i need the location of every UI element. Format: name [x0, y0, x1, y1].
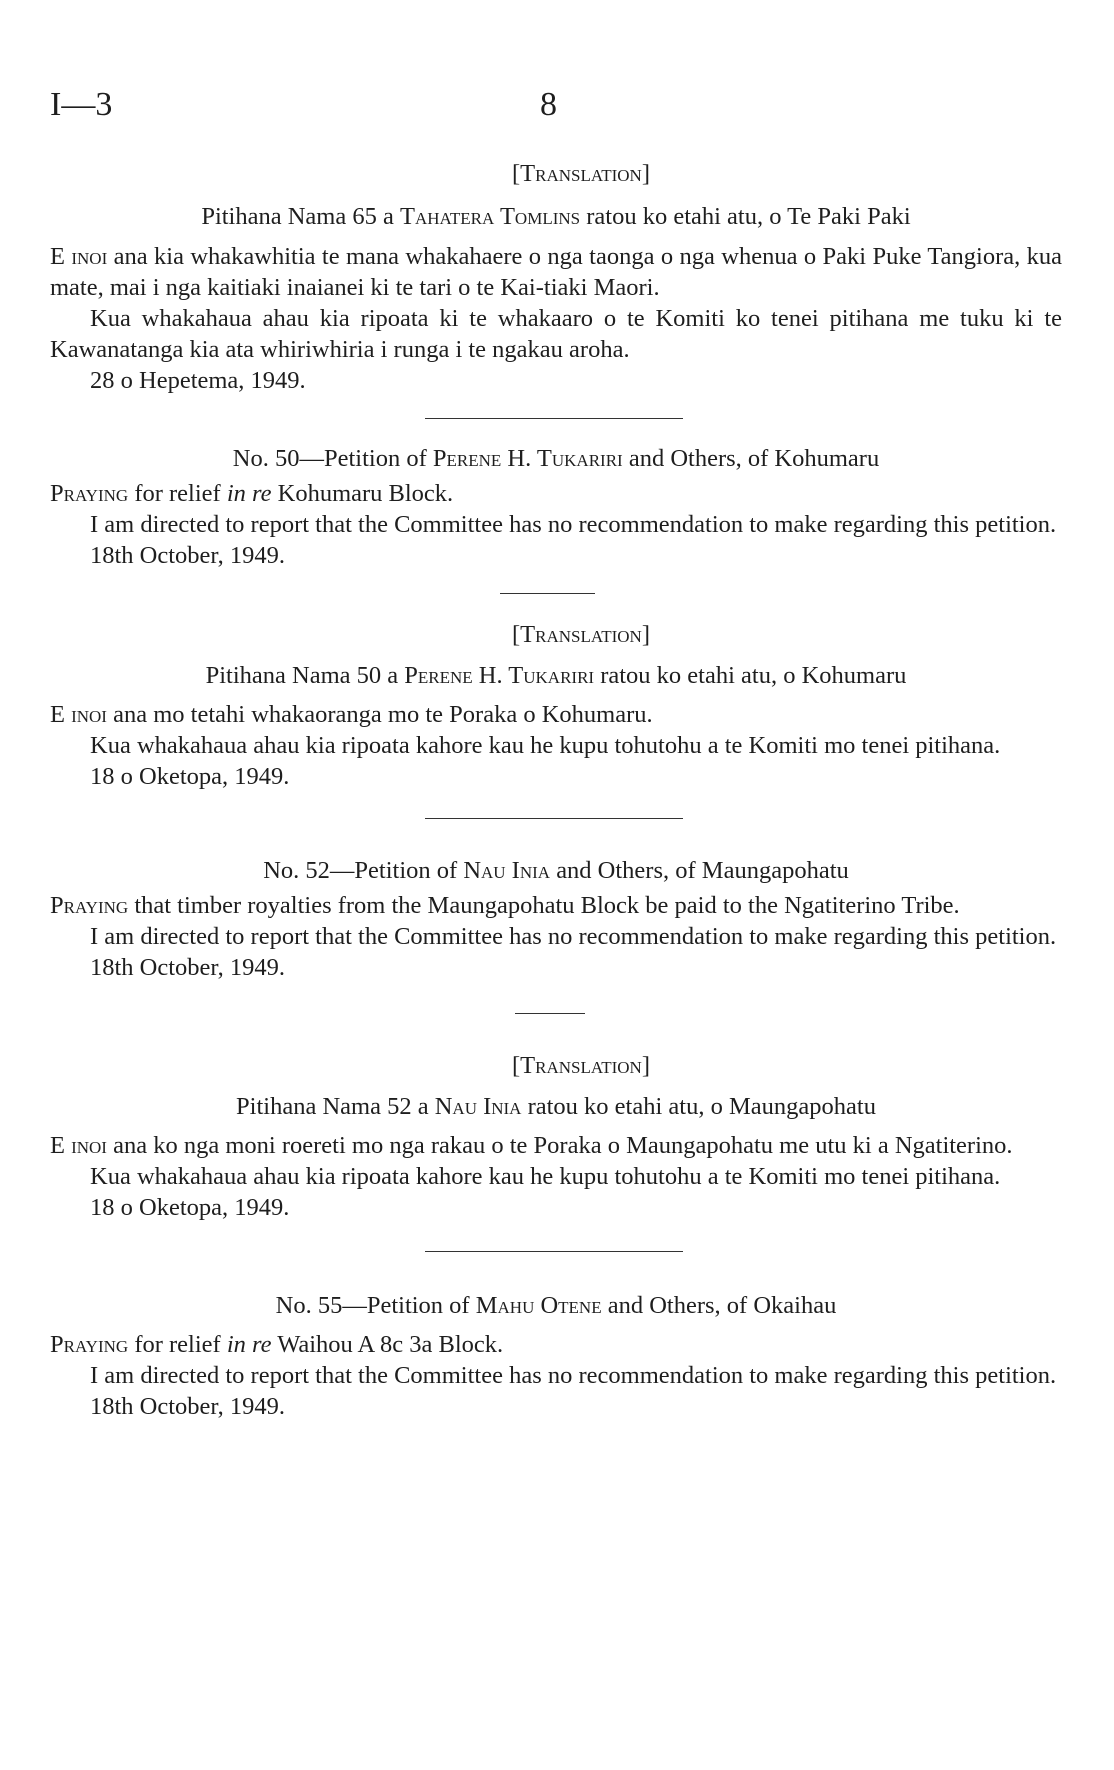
petition-heading: [50, 1091, 1062, 1122]
petition-body: [50, 1130, 1062, 1161]
petitioner-name: Mahu Otene: [475, 1292, 602, 1319]
heading-suffix: and Others, of Okaihau: [607, 1292, 837, 1319]
heading-prefix: Pitihana Nama 50 a: [205, 662, 399, 689]
heading-suffix: ratou ko etahi atu, o Maungapohatu: [527, 1093, 876, 1120]
translation-label: [Translation]: [511, 621, 650, 648]
heading-prefix: No. 52—Petition of: [263, 857, 458, 884]
petition-body: [50, 241, 1062, 303]
heading-suffix: and Others, of Kohumaru: [628, 445, 880, 472]
petitioner-name: Nau Inia: [463, 857, 551, 884]
report-paragraph: Kua whakahaua ahau kia ripoata ki te whakaaro o te Komiti ko tenei pitihana me tuku ki te Kawanatanga kia ata whiriwhiria i runga i te ngakau aroha.: [50, 305, 1062, 363]
section-divider: [425, 1251, 683, 1252]
body-text: ana mo tetahi whakaoranga mo te Poraka o Kohumaru.: [113, 701, 653, 728]
section-divider: [515, 1013, 585, 1014]
petition-heading: [50, 855, 1062, 886]
heading-prefix: No. 55—Petition of: [275, 1292, 470, 1319]
petitioner-name: Perene H. Tukariri: [404, 662, 595, 689]
body-lead: E inoi: [50, 1132, 107, 1159]
page-code: I—3: [50, 86, 113, 123]
body-lead: E inoi: [50, 701, 107, 728]
report-paragraph: Kua whakahaua ahau kia ripoata kahore kau he kupu tohutohu a te Komiti mo tenei pitihana.: [90, 732, 1001, 759]
body-text: ana ko nga moni roereti mo nga rakau o te Poraka o Maungapohatu me utu ki a Ngatiterino.: [113, 1132, 1013, 1159]
body-text: ana kia whakawhitia te mana whakahaere o nga taonga o nga whenua o Paki Puke Tangiora, kua mate, mai i nga kaitiaki inaianei ki te tari o te Kai-tiaki Maori.: [50, 243, 1062, 301]
petitioner-name: Perene H. Tukariri: [432, 445, 623, 472]
body-text: that timber royalties from the Maungapohatu Block be paid to the Ngatiterino Tribe.: [134, 892, 960, 919]
petition-section: [50, 1050, 1062, 1223]
petition-heading: [50, 201, 1062, 232]
petition-date: 18th October, 1949.: [90, 1393, 285, 1420]
body-text: Waihou A 8c 3a Block.: [277, 1331, 504, 1358]
petition-body: [50, 890, 1062, 921]
body-text: for relief: [134, 1331, 221, 1358]
petition-date: 28 o Hepetema, 1949.: [90, 367, 306, 394]
report-paragraph: I am directed to report that the Committee has no recommendation to make regarding this petition.: [90, 511, 1057, 538]
petition-section: [50, 443, 1062, 571]
petitioner-name: Nau Inia: [434, 1093, 522, 1120]
petition-date: 18 o Oketopa, 1949.: [90, 763, 290, 790]
petition-body: [50, 1329, 1062, 1360]
body-text: Kohumaru Block.: [277, 480, 454, 507]
body-lead: E inoi: [50, 243, 108, 270]
petition-date: 18 o Oketopa, 1949.: [90, 1194, 290, 1221]
petition-section: [50, 1290, 1062, 1422]
petition-section: [50, 855, 1062, 983]
petition-date: 18th October, 1949.: [90, 542, 285, 569]
heading-suffix: and Others, of Maungapohatu: [556, 857, 849, 884]
page-number: 8: [540, 86, 557, 123]
report-paragraph: I am directed to report that the Committee has no recommendation to make regarding this petition.: [90, 923, 1057, 950]
body-text: for relief: [134, 480, 221, 507]
heading-suffix: ratou ko etahi atu, o Kohumaru: [600, 662, 907, 689]
body-lead: Praying: [50, 1331, 129, 1358]
petition-date: 18th October, 1949.: [90, 954, 285, 981]
petition-body: [50, 699, 1062, 730]
petition-heading: [50, 1290, 1062, 1321]
petition-heading: [50, 660, 1062, 691]
report-paragraph: Kua whakahaua ahau kia ripoata kahore kau he kupu tohutohu a te Komiti mo tenei pitihana.: [90, 1163, 1001, 1190]
petition-section: [50, 158, 1062, 396]
document-body: [50, 158, 1062, 1422]
section-divider: [425, 818, 683, 819]
petitioner-name: Tahatera Tomlins: [399, 203, 581, 230]
petition-body: [50, 478, 1062, 509]
body-italic: in re: [226, 480, 272, 507]
translation-label: [Translation]: [511, 160, 650, 187]
petition-heading: [50, 443, 1062, 474]
heading-prefix: Pitihana Nama 65 a: [201, 203, 394, 230]
heading-prefix: Pitihana Nama 52 a: [236, 1093, 429, 1120]
petition-section: [50, 619, 1062, 792]
body-lead: Praying: [50, 892, 129, 919]
body-lead: Praying: [50, 480, 129, 507]
report-paragraph: I am directed to report that the Committee has no recommendation to make regarding this petition.: [90, 1362, 1057, 1389]
section-divider: [425, 418, 683, 419]
section-divider: [500, 593, 595, 594]
body-italic: in re: [226, 1331, 272, 1358]
heading-prefix: No. 50—Petition of: [232, 445, 427, 472]
heading-suffix: ratou ko etahi atu, o Te Paki Paki: [586, 203, 911, 230]
translation-label: [Translation]: [511, 1052, 650, 1079]
